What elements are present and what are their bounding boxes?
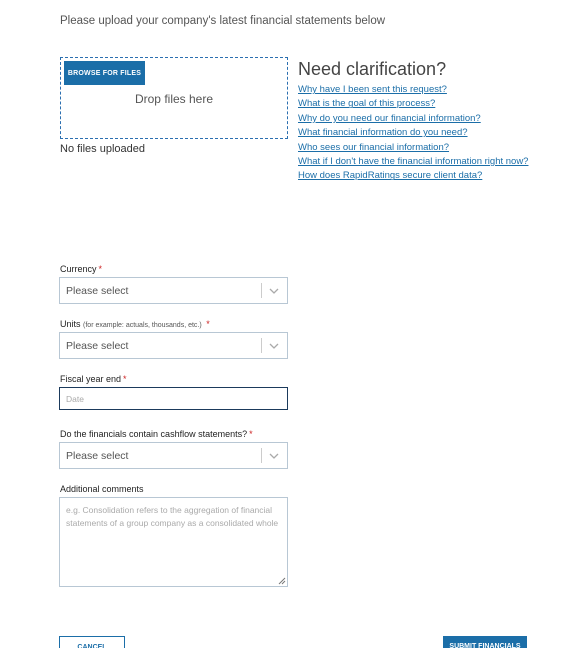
cashflow-select-value: Please select <box>66 450 129 462</box>
intro-text: Please upload your company's latest financial statements below <box>60 15 386 27</box>
chevron-down-icon[interactable] <box>268 285 280 297</box>
units-hint: (for example: actuals, thousands, etc.) <box>83 322 202 329</box>
units-select-value: Please select <box>66 340 129 352</box>
file-dropzone[interactable] <box>60 57 288 139</box>
drop-files-text: Drop files here <box>134 92 214 106</box>
required-marker: * <box>98 264 103 274</box>
fiscal-year-end-input[interactable]: Date <box>59 387 288 410</box>
units-label-text: Units <box>60 319 81 329</box>
select-separator <box>261 283 262 298</box>
fiscal-year-end-label-text: Fiscal year end <box>60 374 122 384</box>
help-title: Need clarification? <box>298 59 447 79</box>
required-marker: * <box>123 374 127 384</box>
currency-select[interactable] <box>59 277 288 304</box>
help-link-no-info[interactable]: What if I don't have the financial information right now? <box>298 156 529 168</box>
help-link-goal[interactable]: What is the goal of this process? <box>298 98 436 110</box>
help-panel <box>298 58 538 184</box>
submit-financials-button[interactable]: SUBMIT FINANCIALS <box>443 636 527 648</box>
units-label <box>60 319 210 329</box>
comments-label: Additional comments <box>60 484 144 494</box>
cashflow-label-text: Do the financials contain cashflow statements? <box>60 429 248 439</box>
help-link-why-need[interactable]: Why do you need our financial information? <box>298 112 481 124</box>
currency-label <box>60 264 102 274</box>
required-marker: * <box>206 319 210 329</box>
fiscal-year-end-label <box>60 374 127 384</box>
required-marker: * <box>249 429 253 439</box>
comments-textarea[interactable] <box>59 497 288 587</box>
units-select[interactable] <box>59 332 288 359</box>
select-separator <box>261 338 262 353</box>
currency-label-text: Currency <box>60 264 97 274</box>
resize-grip-icon[interactable] <box>277 576 286 585</box>
chevron-down-icon[interactable] <box>268 340 280 352</box>
cancel-button[interactable]: CANCEL <box>59 636 125 648</box>
help-link-security[interactable]: How does RapidRatings secure client data? <box>298 170 483 182</box>
cashflow-select[interactable] <box>59 442 288 469</box>
currency-select-value: Please select <box>66 285 129 297</box>
browse-files-button[interactable]: BROWSE FOR FILES <box>64 61 145 85</box>
help-link-why-sent[interactable]: Why have I been sent this request? <box>298 84 447 95</box>
cashflow-label <box>60 429 253 439</box>
upload-status: No files uploaded <box>60 143 146 155</box>
help-link-who-sees[interactable]: Who sees our financial information? <box>298 141 450 153</box>
select-separator <box>261 448 262 463</box>
help-link-what-info[interactable]: What financial information do you need? <box>298 127 468 139</box>
chevron-down-icon[interactable] <box>268 450 280 462</box>
comments-placeholder: e.g. Consolidation refers to the aggregation of financial statements of a group company as a consolidated whole <box>66 505 279 528</box>
